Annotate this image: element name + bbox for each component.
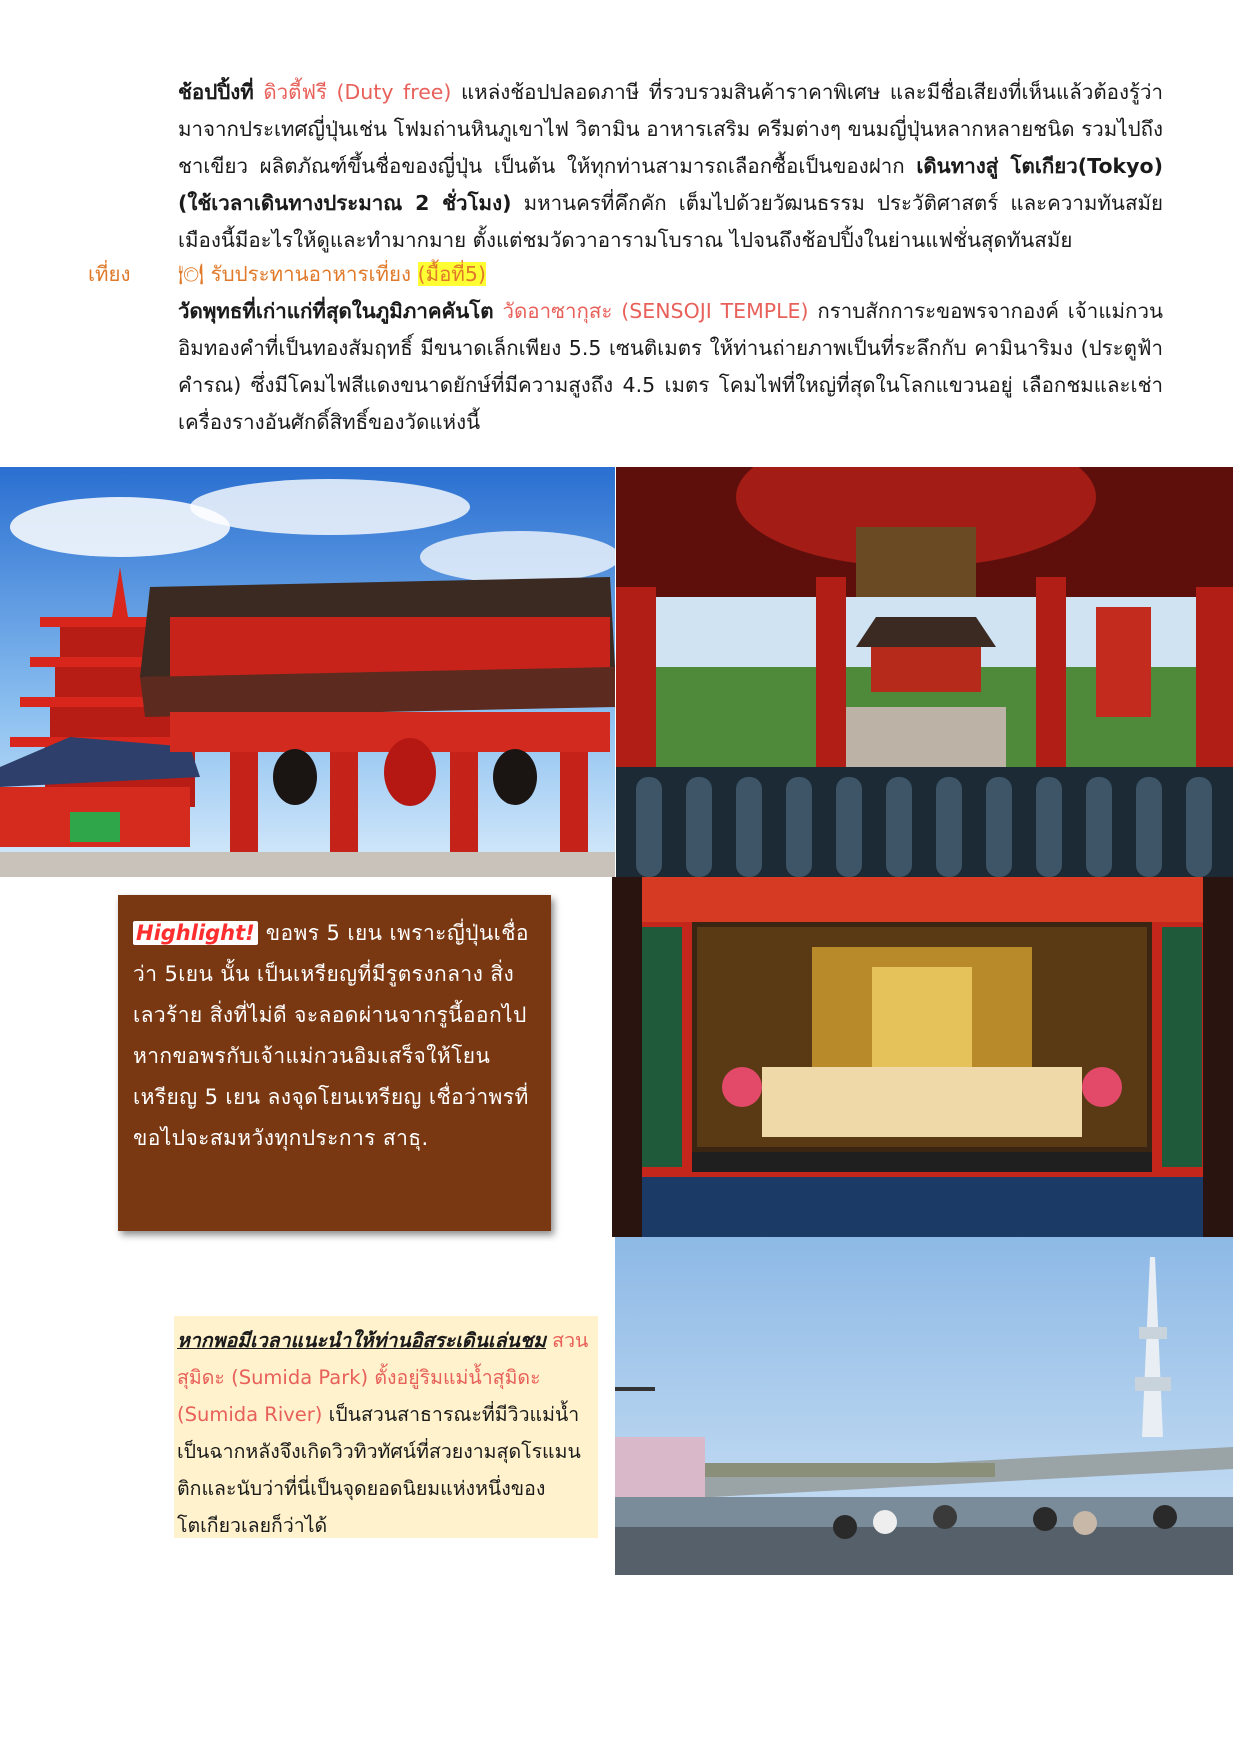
duty-free-description: แหล่งช้อปปลอดภาษี ที่รวบรวมสินค้าราคาพิเศษ และมีชื่อเสียงที่เห็นแล้วต้องรู้ว่ามาจากประเทศญี่ปุ่นเช่น โฟมถ่านหินภูเขาไฟ วิตามิน อาหารเสริม ครีมต่างๆ ขนมญี่ปุ่นหลากหลายชนิด รวมไปถึงชาเขียว ผลิตภัณฑ์ขึ้นชื่อของญี่ปุ่น เป็นต้น ให้ทุกท่านสามารถเลือกซื้อเป็นของฝาก bbox=[178, 80, 1163, 178]
shopping-heading: ช้อปปิ้งที่ bbox=[178, 80, 254, 104]
hozomon-view-photo bbox=[616, 467, 1233, 877]
sumida-park-name: สวนสุมิดะ (Sumida Park) ตั้งอยู่ริมแม่น้ำสุมิดะ (Sumida River) bbox=[177, 1329, 589, 1426]
main-hall-altar-photo bbox=[612, 877, 1233, 1237]
sumida-lead-1: หากพอมีเวลา bbox=[177, 1329, 291, 1352]
duty-free-name: ดิวตี้ฟรี (Duty free) bbox=[263, 80, 452, 104]
lunch-time-label: เที่ยง bbox=[88, 262, 131, 286]
travel-to-tokyo: เดินทางสู่ โตเกียว(Tokyo) (ใช้เวลาเดินทางประมาณ 2 ชั่วโมง) bbox=[178, 154, 1163, 215]
meal-number: (มื้อที่5) bbox=[417, 262, 486, 286]
highlight-tag: Highlight! bbox=[133, 921, 258, 945]
temple-name: วัดอาซากุสะ (SENSOJI TEMPLE) bbox=[502, 299, 809, 323]
tokyo-description: มหานครที่คึกคัก เต็มไปด้วยวัฒนธรรม ประวัติศาสตร์ และความทันสมัย เมืองนี้มีอะไรให้ดูและทำมากมาย ตั้งแต่ชมวัดวาอารามโบราณ ไปจนถึงช้อปปิ้งในย่านแฟชั่นสุดทันสมัย bbox=[178, 191, 1163, 252]
dining-icon: 🍽 bbox=[178, 262, 205, 286]
lunch-line bbox=[178, 258, 486, 291]
temple-paragraph bbox=[178, 293, 1163, 441]
highlight-text: ขอพร 5 เยน เพราะญี่ปุ่นเชื่อว่า 5เยน นั้น เป็นเหรียญที่มีรูตรงกลาง สิ่งเลวร้าย สิ่งที่ไม่ดี จะลอดผ่านจากรูนี้ออกไป หากขอพรกับเจ้าแม่กวนอิมเสร็จให้โยนเหรียญ 5 เยน ลงจุดโยนเหรียญ เชื่อว่าพรที่ขอไปจะสมหวังทุกประการ สาธุ. bbox=[133, 921, 529, 1150]
sumida-description: เป็นสวนสาธารณะที่มีวิวแม่น้ำเป็นฉากหลังจึงเกิดวิวทิวทัศน์ที่สวยงามสุดโรแมนติกและนับว่าที่นี่เป็นจุดยอดนิยมแห่งหนึ่งของโตเกียวเลยก็ว่าได้ bbox=[177, 1403, 581, 1537]
temple-heading: วัดพุทธที่เก่าแก่ที่สุดในภูมิภาคคันโต bbox=[178, 299, 494, 323]
sumida-lead-2: แนะนำให้ท่านอิสระเดินเล่นชม bbox=[290, 1329, 546, 1352]
sumida-river-skytree-photo bbox=[615, 1237, 1233, 1575]
lunch-label: รับประทานอาหารเที่ยง bbox=[210, 262, 412, 286]
highlight-box bbox=[118, 895, 551, 1231]
temple-description: กราบสักการะขอพรจากองค์ เจ้าแม่กวนอิมทองคำที่เป็นทองสัมฤทธิ์ มีขนาดเล็กเพียง 5.5 เซนติเมตร ให้ท่านถ่ายภาพเป็นที่ระลึกกับ คามินาริมง (ประตูฟ้าคำรณ) ซึ่งมีโคมไฟสีแดงขนาดยักษ์ที่มีความสูงถึง 4.5 เมตร โคมไฟที่ใหญ่ที่สุดในโลกแขวนอยู่ เลือกชมและเช่าเครื่องรางอันศักดิ์สิทธิ์ของวัดแห่งนี้ bbox=[178, 299, 1163, 434]
sumida-note-box bbox=[174, 1316, 598, 1538]
kaminarimon-gate-photo bbox=[0, 467, 615, 877]
intro-paragraph bbox=[178, 74, 1163, 259]
